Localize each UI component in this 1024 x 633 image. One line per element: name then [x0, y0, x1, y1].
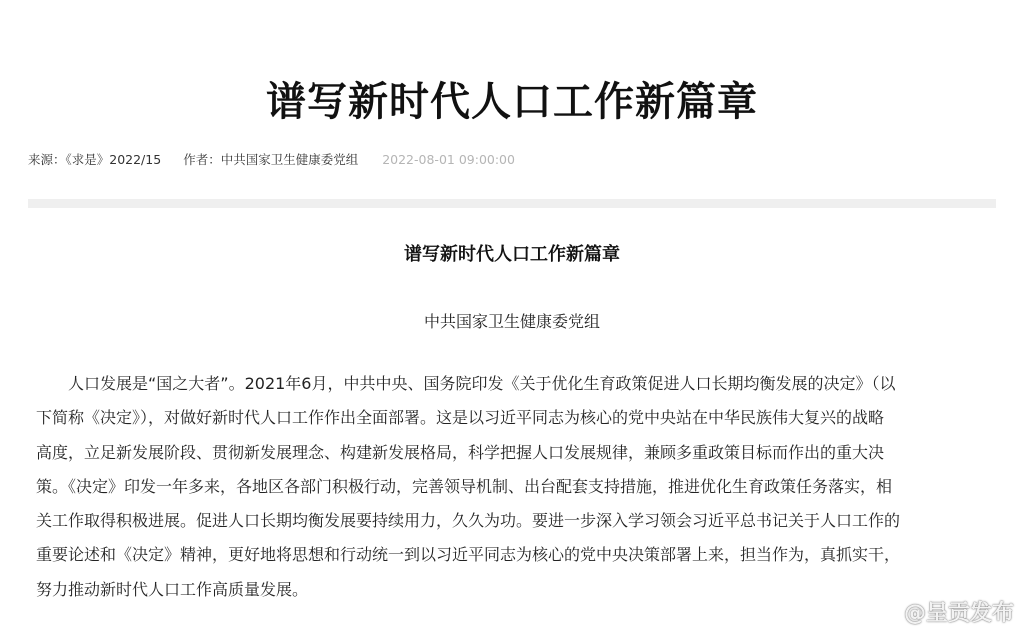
meta-date: 2022-08-01 09:00:00: [382, 151, 515, 167]
page-title: 谱写新时代人口工作新篇章: [266, 79, 758, 125]
watermark-text: @呈贡发布: [903, 601, 1014, 626]
paragraph-line: 关工作取得积极进展。促进人口长期均衡发展要持续用力，久久为功。要进一步深入学习领会习近平总书记关于人口工作的: [36, 511, 901, 531]
paragraph-line: 重要论述和《决定》精神，更好地将思想和行动统一到以习近平同志为核心的党中央决策部署上来，担当作为，真抓实干，: [36, 545, 901, 565]
article-author: 中共国家卫生健康委党组: [423, 312, 600, 331]
meta-author: 作者：中共国家卫生健康委党组: [183, 152, 359, 167]
article-meta: [28, 150, 515, 168]
article-subtitle: 谱写新时代人口工作新篇章: [404, 244, 620, 265]
divider-bar: [28, 199, 996, 208]
paragraph-line: 策。《决定》印发一年多来，各地区各部门积极行动，完善领导机制、出台配套支持措施，推进优化生育政策任务落实，相: [36, 476, 893, 496]
weibo-icon: [870, 600, 900, 624]
paragraph-line: 人口发展是“国之大者”。2021年6月，中共中央、国务院印发《关于优化生育政策促进人口长期均衡发展的决定》（以: [68, 374, 896, 393]
paragraph-line: 努力推动新时代人口工作高质量发展。: [36, 579, 309, 599]
paragraph-line: 下简称《决定》），对做好新时代人口工作作出全面部署。这是以习近平同志为核心的党中央站在中华民族伟大复兴的战略: [36, 408, 885, 428]
paragraph-line: 高度，立足新发展阶段、贯彻新发展理念、构建新发展格局，科学把握人口发展规律，兼顾多重政策目标而作出的重大决: [36, 442, 885, 462]
meta-source: 来源：《求是》2022/15: [28, 152, 162, 167]
watermark: [870, 596, 1014, 627]
article-paragraph: [36, 367, 994, 607]
